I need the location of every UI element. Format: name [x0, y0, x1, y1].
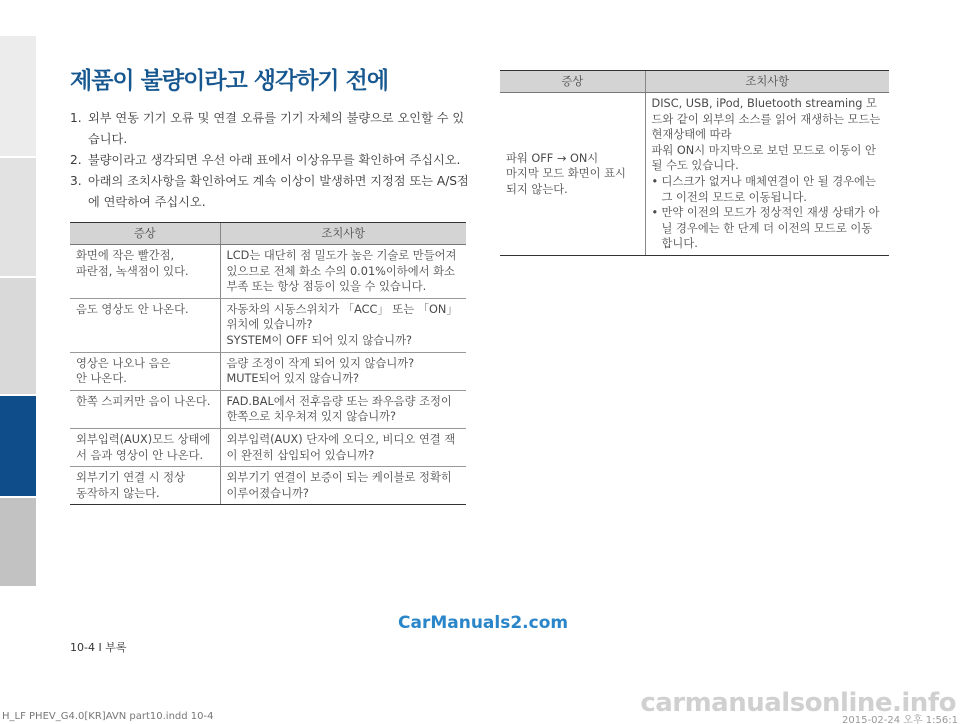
action-cell — [220, 245, 466, 299]
header-symptom: 증상 — [500, 71, 645, 93]
step-text: 외부 연동 기기 오류 및 연결 오류를 기기 자체의 불량으로 오인할 수 있습니다. — [88, 111, 465, 146]
site-watermark: CarManuals2.com — [398, 613, 569, 633]
table-row — [70, 390, 466, 428]
cell-line: 화면에 작은 빨간점, — [76, 249, 175, 262]
table-row — [70, 428, 466, 466]
table-row — [70, 245, 466, 299]
bullet-mark: • — [651, 174, 659, 188]
table-header-row — [70, 223, 466, 245]
table-row — [70, 352, 466, 390]
step-item — [70, 171, 470, 213]
step-number: 3. — [70, 174, 82, 188]
step-number: 1. — [70, 111, 82, 125]
symptom-cell — [70, 352, 220, 390]
symptom-cell — [70, 428, 220, 466]
cell-line: 음량 조정이 작게 되어 있지 않습니까? — [226, 356, 415, 370]
page-number: 10-4 I 부록 — [70, 641, 127, 654]
bullet-item — [652, 205, 884, 252]
power-mode-table — [500, 70, 889, 256]
print-timestamp: 2015-02-24 오후 1:56:1 — [842, 715, 958, 724]
table-row — [70, 298, 466, 352]
chapter-tabs — [0, 36, 36, 586]
step-item — [70, 108, 470, 150]
cell-line: 파워 ON시 마지막으로 보던 모드로 이동이 안 될 수도 있습니다. — [651, 143, 876, 173]
cell-line: 파워 OFF → ON시 — [506, 151, 599, 165]
symptom-cell — [70, 467, 220, 505]
action-cell — [220, 390, 466, 428]
cell-line: 자동차의 시동스위치가 「ACC」 또는 「ON」 위치에 있습니까? — [226, 302, 458, 332]
chapter-tab — [0, 496, 36, 586]
bullet-item — [652, 174, 884, 205]
cell-line: 외부입력(AUX)모드 상태에서 음과 영상이 안 나온다. — [76, 432, 211, 462]
bullet-text: 디스크가 없거나 매체연결이 안 될 경우에는 그 이전의 모드로 이동됩니다. — [661, 174, 876, 204]
symptom-cell — [500, 93, 645, 256]
action-cell — [220, 428, 466, 466]
cell-line: 동작하지 않는다. — [76, 486, 160, 500]
cell-line: 외부기기 연결이 보증이 되는 케이블로 정확히 이루어졌습니까? — [226, 471, 452, 500]
chapter-tab — [0, 276, 36, 394]
chapter-tab — [0, 156, 36, 276]
step-item — [70, 150, 470, 171]
action-cell — [220, 298, 466, 352]
step-number: 2. — [70, 153, 82, 167]
file-info: H_LF PHEV_G4.0[KR]AVN part10.indd 10-4 — [2, 711, 214, 722]
symptom-cell — [70, 245, 220, 299]
chapter-tab-active — [0, 394, 36, 496]
cell-line: 한쪽 스피커만 음이 나온다. — [76, 394, 211, 408]
page-title: 제품이 불량이라고 생각하기 전에 — [70, 68, 389, 94]
cell-line: 안 나온다. — [76, 372, 127, 386]
cell-line: 마지막 모드 화면이 표시 — [506, 167, 626, 181]
header-action: 조치사항 — [645, 71, 889, 93]
cell-line: FAD.BAL에서 전후음량 또는 좌우음량 조정이 한쪽으로 치우쳐져 있지 않습니까? — [226, 394, 452, 424]
cell-line: 외부입력(AUX) 단자에 오디오, 비디오 연결 잭이 완전히 삽입되어 있습니까? — [226, 432, 456, 462]
action-cell — [645, 93, 889, 256]
troubleshooting-table — [70, 222, 466, 505]
header-symptom: 증상 — [70, 223, 220, 245]
header-action: 조치사항 — [220, 223, 466, 245]
cell-line: MUTE되어 있지 않습니까? — [226, 372, 360, 386]
brand-watermark: carmanualsonline.info — [640, 688, 956, 718]
bullet-mark: • — [651, 206, 659, 220]
cell-line: DISC, USB, iPod, Bluetooth streaming 모드와 같이 외부의 소스를 읽어 재생하는 모드는 현재상태에 따라 — [651, 97, 881, 142]
cell-line: 되지 않는다. — [506, 182, 568, 196]
table-header-row — [500, 71, 889, 93]
step-text: 아래의 조치사항을 확인하여도 계속 이상이 발생하면 지정점 또는 A/S점에 연락하여 주십시오. — [88, 174, 469, 209]
table-row — [70, 467, 466, 505]
cell-line: LCD는 대단히 점 밀도가 높은 기술로 만들어져 있으므로 전체 화소 수의 0.01%이하에서 화소 부족 또는 항상 점등이 있을 수 있습니다. — [226, 249, 457, 294]
chapter-tab — [0, 36, 36, 156]
step-text: 불량이라고 생각되면 우선 아래 표에서 이상유무를 확인하여 주십시오. — [88, 153, 461, 167]
action-cell — [220, 352, 466, 390]
cell-line: SYSTEM이 OFF 되어 있지 않습니까? — [226, 333, 412, 347]
table-row — [500, 93, 889, 256]
cell-line: 외부기기 연결 시 정상 — [76, 471, 185, 485]
instruction-steps — [70, 108, 470, 213]
cell-line: 음도 영상도 안 나온다. — [76, 302, 189, 316]
cell-line: 영상은 나오나 음은 — [76, 356, 171, 370]
action-cell — [220, 467, 466, 505]
bullet-text: 만약 이전의 모드가 정상적인 재생 상태가 아닐 경우에는 한 단계 더 이전의 모드로 이동합니다. — [661, 206, 880, 251]
symptom-cell — [70, 390, 220, 428]
cell-line: 파란점, 녹색점이 있다. — [76, 264, 189, 278]
symptom-cell — [70, 298, 220, 352]
